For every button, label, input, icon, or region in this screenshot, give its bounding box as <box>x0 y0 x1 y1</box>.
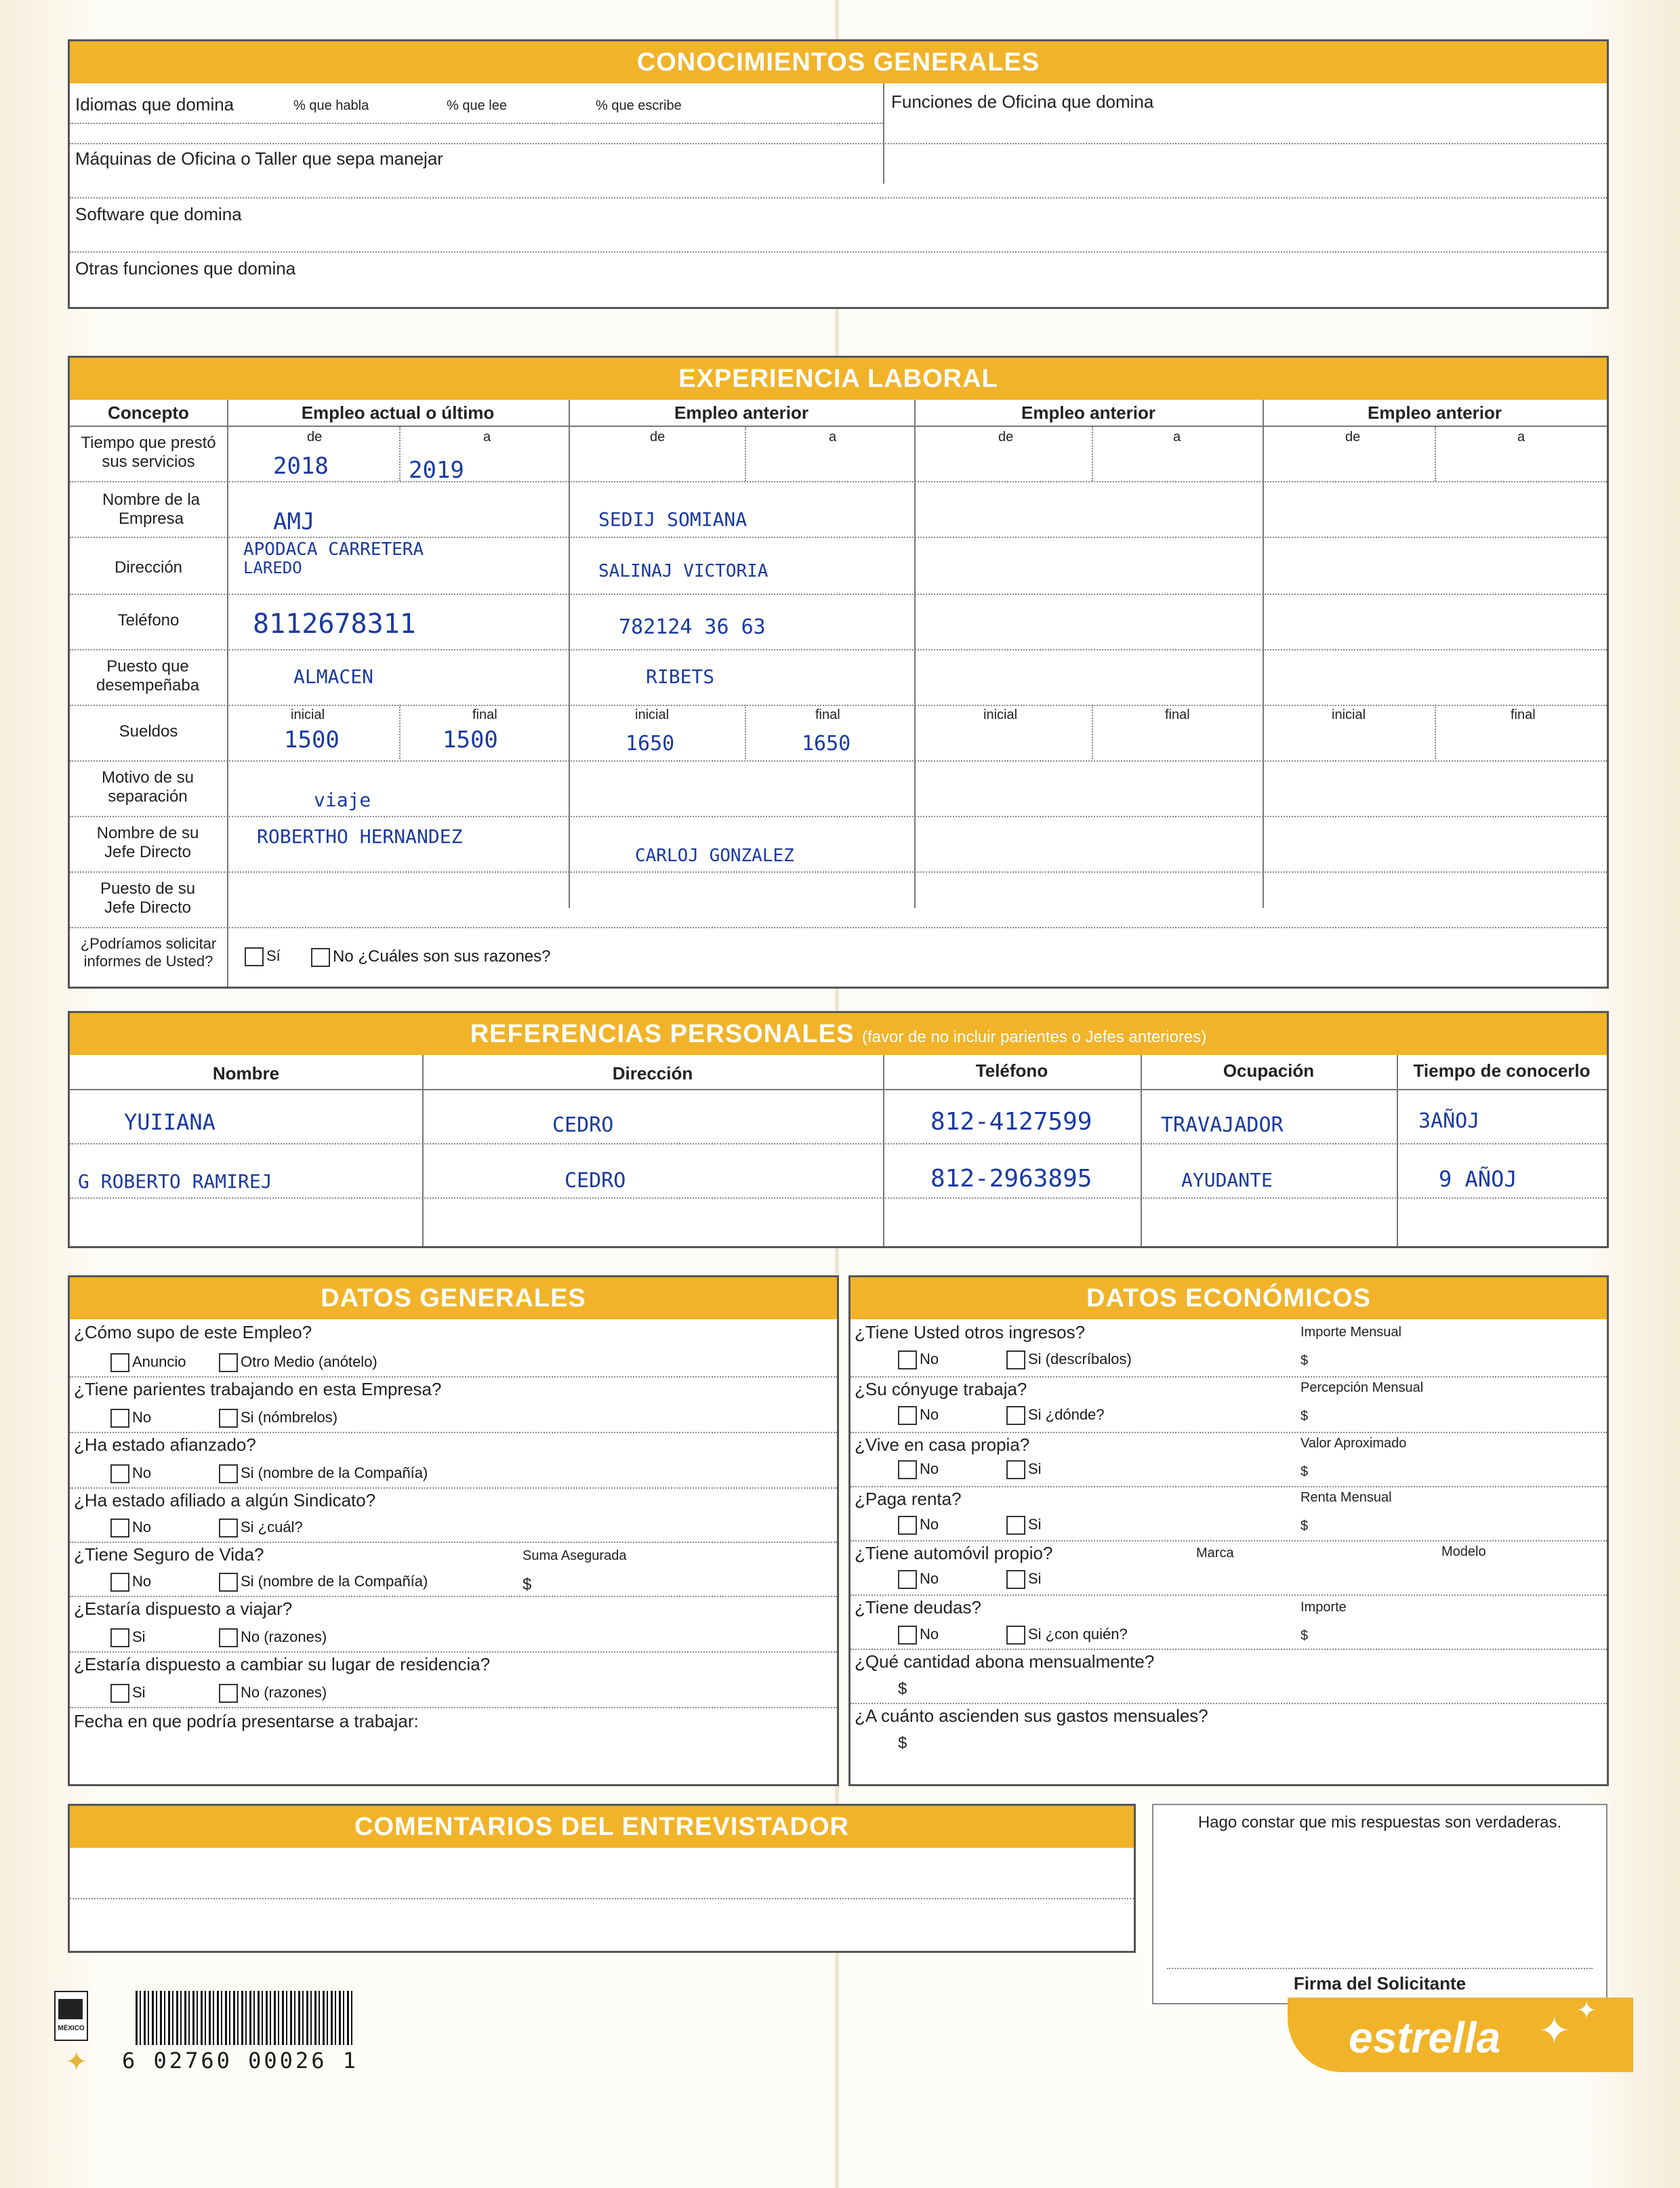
suma-asegurada-label: Suma Asegurada <box>523 1548 627 1563</box>
section-title: EXPERIENCIA LABORAL <box>70 358 1607 400</box>
maquinas-label: Máquinas de Oficina o Taller que sepa manejar <box>75 148 443 169</box>
valor-label: Valor Aproximado <box>1300 1436 1407 1451</box>
q-ingresos-label: ¿Tiene Usted otros ingresos? <box>855 1322 1086 1342</box>
q-seguro-label: ¿Tiene Seguro de Vida? <box>74 1544 264 1565</box>
casa-no-checkbox[interactable] <box>898 1460 939 1479</box>
col-empleo-actual: Empleo actual o último <box>301 402 495 423</box>
section-experiencia <box>68 356 1609 989</box>
suma-dollar: $ <box>523 1575 532 1594</box>
sindicato-si-checkbox[interactable] <box>219 1519 303 1537</box>
residencia-no-checkbox[interactable] <box>219 1684 327 1703</box>
sindicato-no-label: No <box>132 1519 152 1535</box>
software-label: Software que domina <box>75 204 242 224</box>
section-title: COMENTARIOS DEL ENTREVISTADOR <box>70 1806 1134 1848</box>
parientes-si-label: Si (nómbrelos) <box>241 1409 338 1426</box>
informes-si-label: Sí <box>266 947 281 964</box>
deudas-no-checkbox[interactable] <box>898 1626 939 1645</box>
row-empresa: Nombre de la Empresa <box>102 491 201 528</box>
final-label: final <box>1511 707 1536 722</box>
seguro-si-checkbox[interactable] <box>219 1573 428 1592</box>
residencia-no-label: No (razones) <box>241 1684 327 1701</box>
row-direccion: Dirección <box>114 558 183 577</box>
hw-sueldo-fin-1: 1500 <box>443 726 498 754</box>
parientes-si-checkbox[interactable] <box>219 1409 337 1428</box>
inicial-label: inicial <box>635 707 670 722</box>
section-comentarios <box>68 1804 1136 1953</box>
hw-puesto-2: RIBETS <box>646 665 715 688</box>
q-fecha-label: Fecha en que podría presentarse a trabajar: <box>74 1711 419 1731</box>
deudas-si-label: Si ¿con quién? <box>1028 1626 1128 1643</box>
informes-no-checkbox[interactable] <box>311 947 551 967</box>
star-icon: ✦ <box>1576 1996 1597 2024</box>
habla-label: % que habla <box>293 98 369 113</box>
importe-mensual-label: Importe Mensual <box>1300 1325 1401 1340</box>
de-label: de <box>307 430 323 445</box>
dollar: $ <box>898 1680 907 1698</box>
otras-label: Otras funciones que domina <box>75 258 296 278</box>
section-title: CONOCIMIENTOS GENERALES <box>70 41 1607 83</box>
hw-empresa-2: SEDIJ SOMIANA <box>598 508 747 531</box>
auto-si-checkbox[interactable] <box>1006 1570 1042 1589</box>
idiomas-field[interactable] <box>70 123 883 125</box>
afianzado-si-checkbox[interactable] <box>219 1464 428 1483</box>
col-empleo-anterior-1: Empleo anterior <box>674 402 808 423</box>
informes-no-label: No ¿Cuáles son sus razones? <box>333 947 551 966</box>
a-label: a <box>829 430 837 445</box>
informes-si-checkbox[interactable] <box>245 947 281 966</box>
hw-jefe-2: CARLOJ GONZALEZ <box>635 846 794 866</box>
conyuge-si-checkbox[interactable] <box>1006 1406 1105 1425</box>
mexico-label: MÉXICO <box>58 2025 85 2032</box>
casa-si-label: Si <box>1028 1460 1042 1477</box>
viajar-si-checkbox[interactable] <box>110 1628 146 1647</box>
q-deudas-label: ¿Tiene deudas? <box>855 1597 981 1617</box>
ref1-nombre: YUIIANA <box>124 1109 216 1135</box>
hw-dir-1b: LAREDO <box>243 558 302 577</box>
renta-mensual-label: Renta Mensual <box>1300 1490 1392 1505</box>
hw-motivo-1: viaje <box>314 789 371 811</box>
q-parientes-label: ¿Tiene parientes trabajando en esta Empresa? <box>74 1379 442 1399</box>
comentarios-field[interactable] <box>70 1849 1134 1949</box>
afianzado-no-checkbox[interactable] <box>110 1464 151 1483</box>
importe-label: Importe <box>1300 1600 1347 1615</box>
afianzado-si-label: Si (nombre de la Compañía) <box>241 1464 428 1481</box>
casa-si-checkbox[interactable] <box>1006 1460 1042 1479</box>
row-puesto-jefe: Puesto de su Jefe Directo <box>100 880 196 917</box>
barcode <box>136 1991 352 2045</box>
hw-dir-2: SALINAJ VICTORIA <box>598 561 769 581</box>
renta-si-checkbox[interactable] <box>1006 1516 1042 1535</box>
residencia-si-checkbox[interactable] <box>110 1684 146 1703</box>
anuncio-label: Anuncio <box>132 1353 186 1370</box>
hw-a-1: 2019 <box>409 457 464 484</box>
inicial-label: inicial <box>291 707 325 722</box>
ref1-telefono: 812-4127599 <box>930 1108 1092 1136</box>
row-motivo: Motivo de su separación <box>101 768 194 806</box>
residencia-si-label: Si <box>132 1684 146 1701</box>
dollar: $ <box>1300 1464 1309 1479</box>
idiomas-label: Idiomas que domina <box>75 94 234 115</box>
q-residencia-label: ¿Estaría dispuesto a cambiar su lugar de residencia? <box>74 1654 491 1674</box>
final-label: final <box>1165 707 1190 722</box>
hw-empresa-1: AMJ <box>273 508 315 535</box>
inicial-label: inicial <box>983 707 1018 722</box>
col-nombre: Nombre <box>212 1063 280 1083</box>
col-telefono: Teléfono <box>975 1060 1048 1081</box>
ingresos-si-label: Si (descríbalos) <box>1028 1350 1132 1367</box>
seguro-no-checkbox[interactable] <box>110 1573 151 1592</box>
q-casa-label: ¿Vive en casa propia? <box>855 1434 1030 1455</box>
section-firma <box>1152 1804 1607 2004</box>
ingresos-si-checkbox[interactable] <box>1006 1350 1132 1369</box>
ingresos-no-label: No <box>920 1350 939 1367</box>
q-abona-label: ¿Qué cantidad abona mensualmente? <box>855 1651 1155 1672</box>
col-tiempo: Tiempo de conocerlo <box>1413 1060 1591 1081</box>
col-ocupacion: Ocupación <box>1223 1060 1315 1081</box>
conyuge-si-label: Si ¿dónde? <box>1028 1406 1105 1423</box>
viajar-no-label: No (razones) <box>241 1628 327 1645</box>
referencias-title: REFERENCIAS PERSONALES <box>470 1020 855 1048</box>
de-label: de <box>998 430 1014 445</box>
dollar: $ <box>1300 1409 1309 1424</box>
conyuge-no-checkbox[interactable] <box>898 1406 939 1425</box>
sindicato-no-checkbox[interactable] <box>110 1519 151 1537</box>
parientes-no-label: No <box>132 1409 152 1426</box>
viajar-si-label: Si <box>132 1628 146 1645</box>
ref1-tiempo: 3AÑOJ <box>1418 1109 1480 1133</box>
hw-puesto-1: ALMACEN <box>293 665 374 688</box>
ref2-tiempo: 9 AÑOJ <box>1439 1166 1517 1192</box>
row-telefono: Teléfono <box>117 611 180 629</box>
seguro-no-label: No <box>132 1573 152 1590</box>
row-sueldos: Sueldos <box>119 722 178 741</box>
otro-medio-label: Otro Medio (anótelo) <box>241 1353 377 1370</box>
de-label: de <box>650 430 665 445</box>
ref2-telefono: 812-2963895 <box>930 1165 1092 1193</box>
de-label: de <box>1345 430 1361 445</box>
otro-medio-checkbox[interactable] <box>219 1353 377 1372</box>
lee-label: % que lee <box>447 98 507 113</box>
section-datos-generales <box>68 1275 839 1786</box>
brand-logo: estrella <box>1349 2013 1501 2062</box>
inicial-label: inicial <box>1332 707 1366 722</box>
row-puesto: Puesto que desempeñaba <box>96 657 200 695</box>
firma-statement: Hago constar que mis respuestas son verdaderas. <box>1197 1813 1562 1832</box>
star-icon: ✦ <box>1538 2009 1570 2052</box>
ref2-direccion: CEDRO <box>565 1169 626 1193</box>
auto-no-checkbox[interactable] <box>898 1570 939 1589</box>
viajar-no-checkbox[interactable] <box>219 1628 327 1647</box>
col-concepto: Concepto <box>108 402 189 423</box>
barcode-number: 6 02760 00026 1 <box>122 2048 358 2073</box>
signature-field[interactable] <box>1167 1846 1593 1965</box>
section-title <box>70 1013 1607 1055</box>
q-conyuge-label: ¿Su cónyuge trabaja? <box>855 1379 1027 1399</box>
renta-si-label: Si <box>1028 1516 1042 1533</box>
section-title: DATOS ECONÓMICOS <box>851 1277 1607 1319</box>
casa-no-label: No <box>920 1460 939 1477</box>
referencias-note: (favor de no incluir parientes o Jefes anteriores) <box>862 1028 1207 1046</box>
ref2-nombre: G ROBERTO RAMIREJ <box>78 1170 272 1193</box>
q-renta-label: ¿Paga renta? <box>855 1489 962 1509</box>
ref1-direccion: CEDRO <box>552 1113 614 1137</box>
section-title: DATOS GENERALES <box>70 1277 837 1319</box>
dollar: $ <box>1300 1628 1309 1643</box>
conyuge-no-label: No <box>920 1406 939 1423</box>
afianzado-no-label: No <box>132 1464 152 1481</box>
ref2-ocupacion: AYUDANTE <box>1181 1169 1273 1191</box>
q-sindicato-label: ¿Ha estado afiliado a algún Sindicato? <box>74 1490 376 1510</box>
hw-sueldo-ini-2: 1650 <box>626 732 675 756</box>
dollar: $ <box>1300 1519 1309 1533</box>
modelo-label: Modelo <box>1441 1544 1486 1559</box>
hw-de-1: 2018 <box>273 453 329 480</box>
deudas-no-label: No <box>920 1626 939 1643</box>
hecho-en-mexico-logo <box>54 1991 88 2041</box>
anuncio-checkbox[interactable] <box>110 1353 186 1372</box>
section-datos-economicos <box>848 1275 1609 1786</box>
q-viajar-label: ¿Estaría dispuesto a viajar? <box>74 1598 293 1619</box>
hw-jefe-1: ROBERTHO HERNANDEZ <box>257 825 463 848</box>
dollar: $ <box>898 1734 907 1752</box>
firma-label: Firma del Solicitante <box>1293 1973 1467 1994</box>
hw-sueldo-fin-2: 1650 <box>802 732 851 756</box>
col-direccion: Dirección <box>612 1063 693 1083</box>
q-afianzado-label: ¿Ha estado afianzado? <box>74 1434 256 1455</box>
ingresos-no-checkbox[interactable] <box>898 1350 939 1369</box>
renta-no-checkbox[interactable] <box>898 1516 939 1535</box>
row-informes: ¿Podríamos solicitar informes de Usted? <box>80 935 217 970</box>
final-label: final <box>815 707 840 722</box>
percepcion-label: Percepción Mensual <box>1300 1380 1424 1395</box>
section-referencias <box>68 1011 1609 1248</box>
col-empleo-anterior-3: Empleo anterior <box>1368 402 1502 423</box>
auto-si-label: Si <box>1028 1570 1042 1587</box>
final-label: final <box>472 707 497 722</box>
hw-tel-1: 8112678311 <box>253 608 416 640</box>
q-gastos-label: ¿A cuánto ascienden sus gastos mensuales? <box>855 1706 1208 1726</box>
q-auto-label: ¿Tiene automóvil propio? <box>855 1543 1053 1563</box>
star-icon: ✦ <box>65 2047 88 2077</box>
funciones-label: Funciones de Oficina que domina <box>891 91 1154 112</box>
deudas-si-checkbox[interactable] <box>1006 1626 1128 1645</box>
ref1-ocupacion: TRAVAJADOR <box>1161 1113 1284 1137</box>
dollar: $ <box>1300 1353 1309 1368</box>
a-label: a <box>1517 430 1525 445</box>
q-empleo-label: ¿Cómo supo de este Empleo? <box>74 1322 312 1342</box>
hw-sueldo-ini-1: 1500 <box>284 726 340 754</box>
section-conocimientos <box>68 39 1609 309</box>
hw-tel-2: 782124 36 63 <box>619 615 766 639</box>
renta-no-label: No <box>920 1516 939 1533</box>
col-empleo-anterior-2: Empleo anterior <box>1021 402 1155 423</box>
sindicato-si-label: Si ¿cuál? <box>241 1519 303 1535</box>
seguro-si-label: Si (nombre de la Compañía) <box>241 1573 428 1590</box>
parientes-no-checkbox[interactable] <box>110 1409 151 1428</box>
escribe-label: % que escribe <box>596 98 682 113</box>
a-label: a <box>483 430 491 445</box>
a-label: a <box>1173 430 1181 445</box>
row-tiempo: Tiempo que prestó sus servicios <box>81 434 216 471</box>
hw-dir-1a: APODACA CARRETERA <box>243 539 424 560</box>
auto-no-label: No <box>920 1570 939 1587</box>
marca-label: Marca <box>1196 1546 1234 1561</box>
row-jefe: Nombre de su Jefe Directo <box>96 824 199 861</box>
